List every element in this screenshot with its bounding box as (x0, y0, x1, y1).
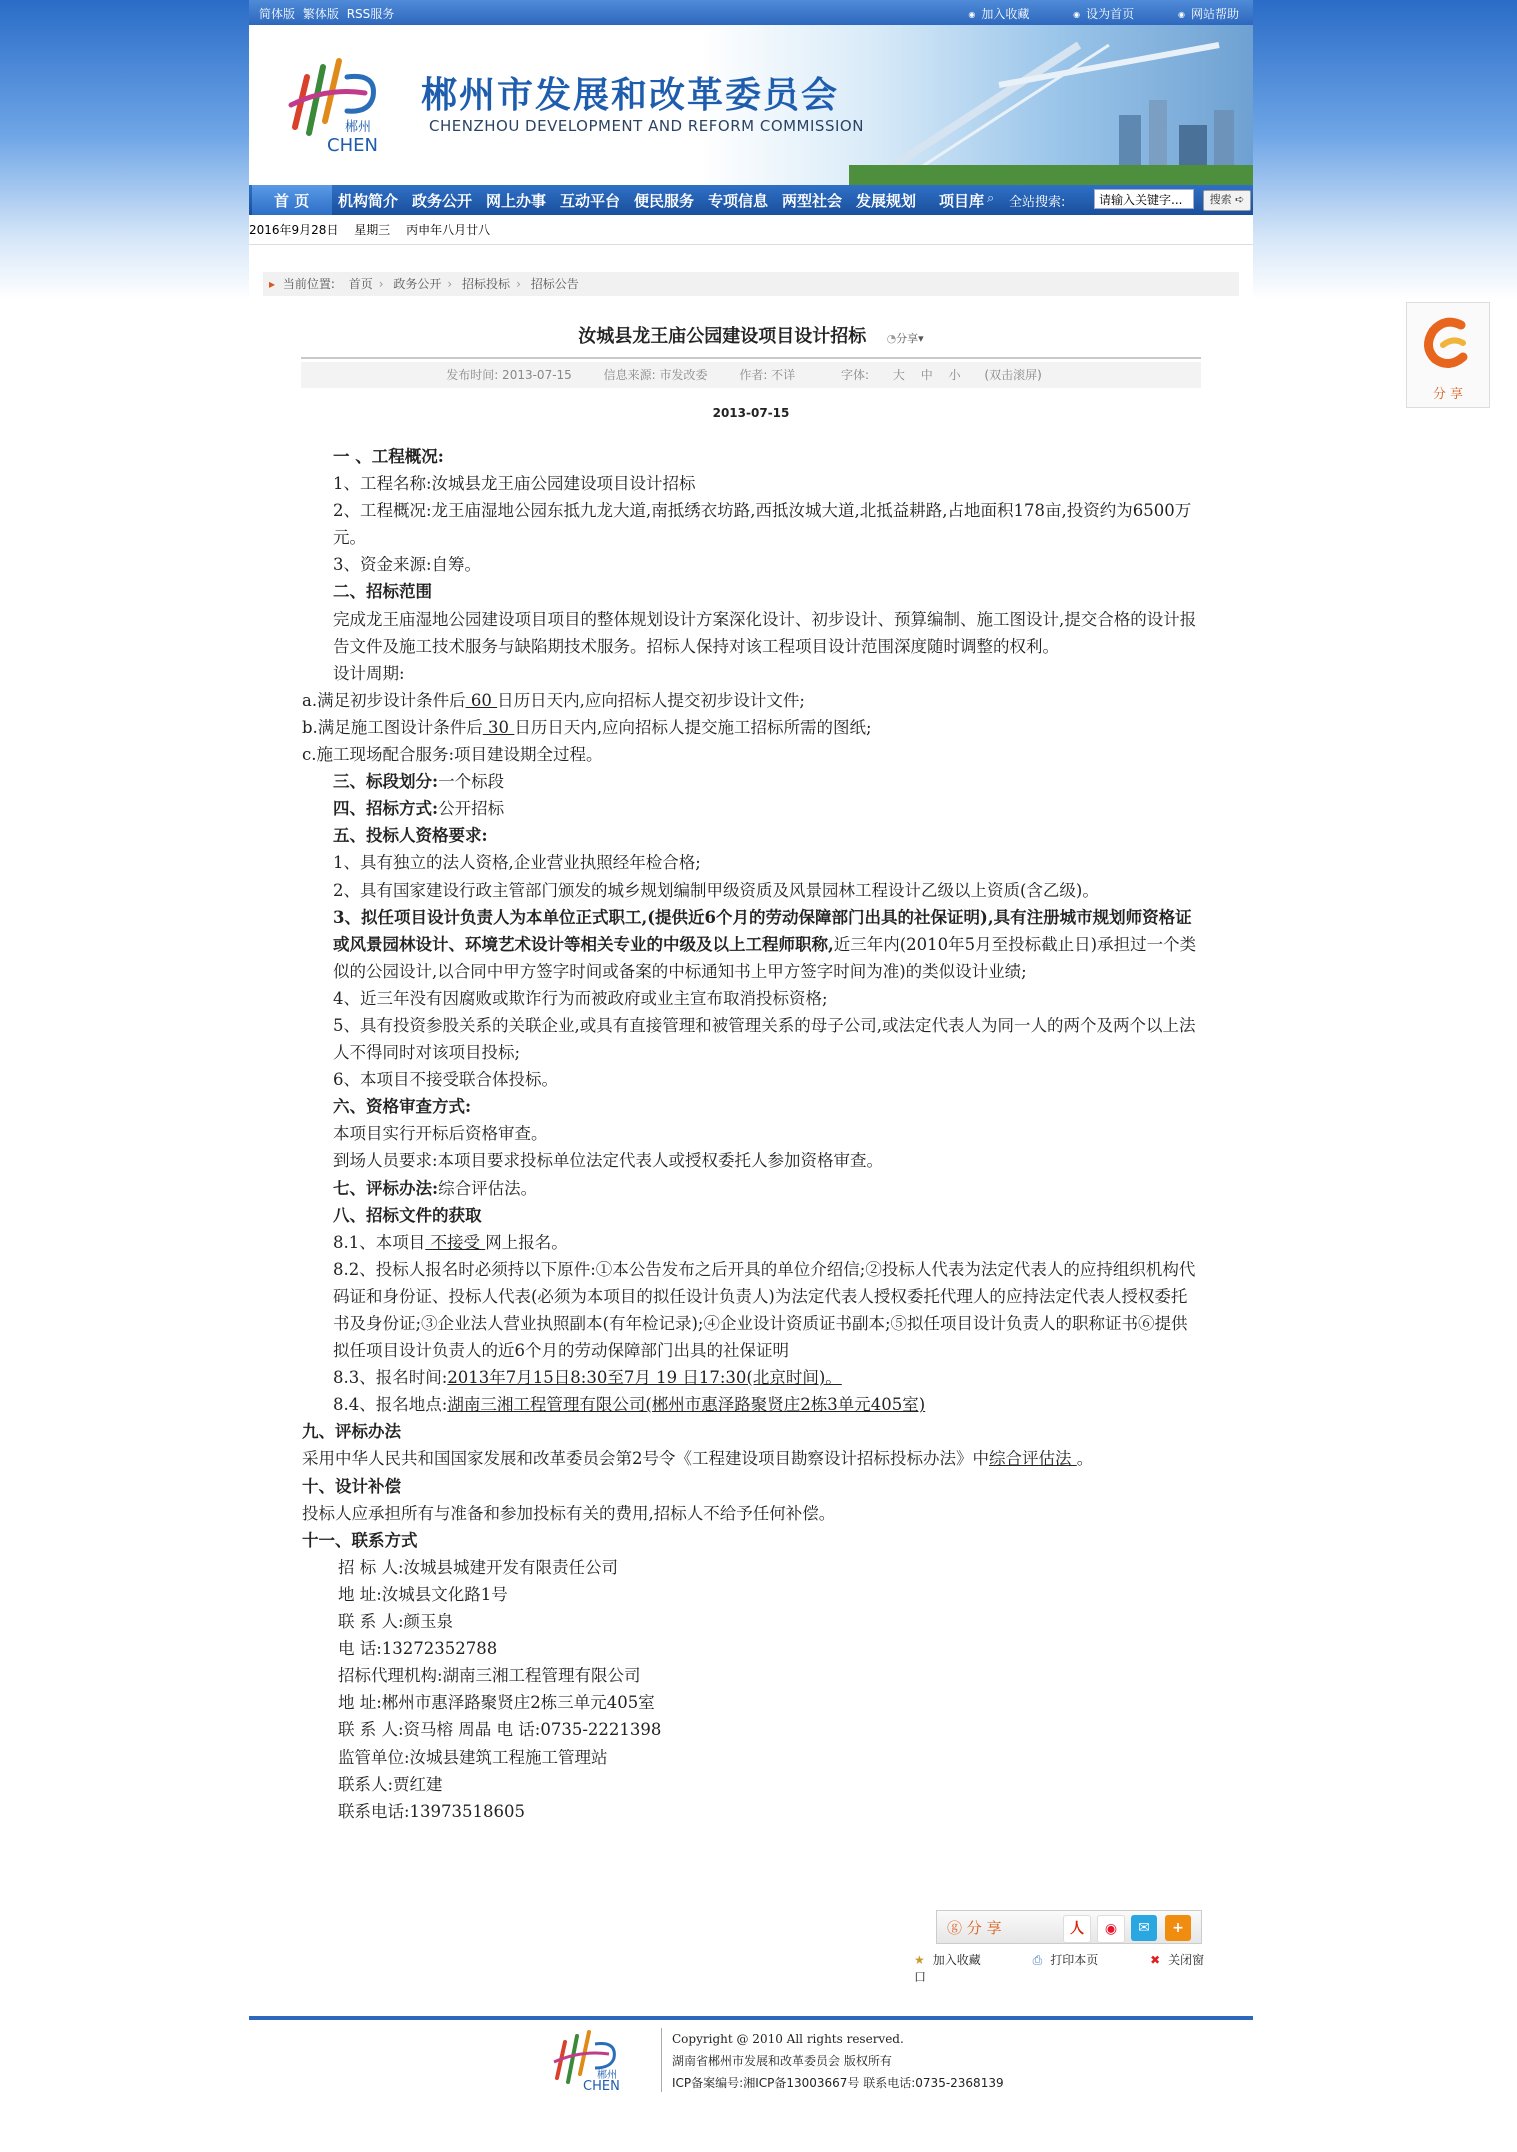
weibo-share-icon[interactable]: ◉ (1097, 1915, 1125, 1943)
paragraph: 采用中华人民共和国国家发展和改革委员会第2号令《工程建设项目勘察设计招标投标办法》中综合评估法 。 (302, 1449, 1094, 1469)
nav-item-project-library[interactable]: 项目库 (939, 192, 985, 210)
paragraph: 到场人员要求:本项目要求投标单位法定代表人或授权委托人参加资格审查。 (333, 1151, 884, 1171)
section-heading: 九、评标办法 (302, 1422, 401, 1442)
meta-publish-time: 发布时间: 2013-07-15 (446, 368, 572, 382)
footer-info (672, 2028, 1004, 2094)
footer-separator (661, 2028, 662, 2092)
contact-line: 地 址:汝城县文化路1号 (338, 1584, 508, 1604)
paragraph: 3、拟任项目设计负责人为本单位正式职工,(提供近6个月的劳动保障部门出具的社保证明),具有注册城市规划师资格证或风景园林设计、环境艺术设计等相关专业的中级及以上工程师职称,近三年内(2010年5月至投标截止日)承担过一个类似的公园设计,以合同中甲方签字时间或备案的中标通知书上甲方签字时间为准)的类似设计业绩; (333, 907, 1197, 981)
paragraph: 3、资金来源:自筹。 (333, 555, 482, 575)
paragraph: 8.2、投标人报名时必须持以下原件:①本公告发布之后开具的单位介绍信;②投标人代表为法定代表人的应持组织机构代码证和身份证、投标人代表(必须为本项目的拟任设计负责人)为法定代表人授权委托代理人的应持法定代表人授权委托书及身份证;③企业法人营业执照副本(有年检记录);④企业设计资质证书副本;⑤拟任项目设计负责人的职称证书⑥提供拟任项目设计负责人的近6个月的劳动保障部门出具的社保证明 (333, 1259, 1196, 1361)
svg-text:郴州: 郴州 (345, 120, 372, 135)
paragraph: c.施工现场配合服务:项目建设期全过程。 (302, 745, 603, 765)
breadcrumb-separator-icon: › (516, 277, 521, 291)
star-icon: ★ (914, 1953, 925, 1967)
section-heading: 十、设计补偿 (302, 1476, 401, 1496)
article-title-row (249, 322, 1253, 348)
paragraph: 三、标段划分:一个标段 (333, 772, 505, 792)
article-meta (301, 362, 1201, 388)
site-logo[interactable] (287, 47, 397, 157)
close-icon: ✖ (1150, 1953, 1161, 1967)
paragraph: 本项目实行开标后资格审查。 (333, 1124, 548, 1144)
date-weekday: 星期三 (354, 223, 391, 237)
paragraph: 8.1、本项目 不接受 网上报名。 (333, 1232, 568, 1252)
contact-line: 联系人:贾红建 (338, 1774, 443, 1794)
paragraph: 1、具有独立的法人资格,企业营业执照经年检合格; (333, 853, 701, 873)
footer-logo (551, 2028, 641, 2092)
banner-skyline-image (849, 25, 1253, 185)
breadcrumb-label: 当前位置: (282, 277, 335, 291)
contact-line: 监管单位:汝城县建筑工程施工管理站 (338, 1747, 608, 1767)
article-pubdate: 2013-07-15 (712, 406, 790, 420)
paragraph: 七、评标办法:综合评估法。 (333, 1178, 538, 1198)
paragraph: 4、近三年没有因腐败或欺诈行为而被政府或业主宣布取消投标资格; (333, 988, 828, 1008)
section-heading: 二、招标范围 (333, 582, 432, 602)
nav-item-online-services[interactable]: 网上办事 (486, 192, 547, 210)
contact-line: 地 址:郴州市惠泽路聚贤庄2栋三单元405室 (338, 1693, 655, 1713)
footer-divider (249, 2016, 1253, 2020)
utility-links (928, 5, 1239, 22)
share-icon (1423, 313, 1473, 373)
paragraph: b.满足施工图设计条件后 30 日历日天内,应向招标人提交施工招标所需的图纸; (302, 717, 872, 737)
add-favorite-button[interactable]: ★ 加入收藏 (914, 1953, 981, 1967)
nav-item-about[interactable]: 机构简介 (338, 192, 399, 210)
page-container (249, 0, 1253, 2152)
breadcrumb-bidding[interactable]: 招标投标 (462, 277, 511, 291)
floating-share-widget[interactable] (1406, 302, 1490, 408)
header-banner (249, 25, 1253, 185)
contact-line: 联 系 人:资马榕 周晶 电 话:0735-2221398 (338, 1720, 662, 1740)
contact-line: 联 系 人:颜玉泉 (338, 1612, 454, 1632)
link-rss[interactable]: RSS服务 (346, 7, 395, 21)
link-add-favorite[interactable]: ◉ 加入收藏 (968, 7, 1029, 21)
close-window-button[interactable]: ✖ 关闭窗口 (914, 1953, 1205, 1984)
meta-font-size: 字体: 大 中 小 (双击滚屏) (841, 368, 1042, 382)
divider (249, 244, 1253, 245)
paragraph: 6、本项目不接受联合体投标。 (333, 1070, 558, 1090)
chevron-down-icon: ▾ (918, 332, 924, 345)
section-heading: 六、资格审查方式: (333, 1097, 472, 1117)
contact-line: 招 标 人:汝城县城建开发有限责任公司 (338, 1557, 619, 1577)
paragraph: 2、工程概况:龙王庙湿地公园东抵九龙大道,南抵绣衣坊路,西抵汝城大道,北抵益耕路,占地面积178亩,投资约为6500万元。 (333, 501, 1192, 548)
print-page-button[interactable]: ⎙ 打印本页 (1032, 1953, 1099, 1967)
main-nav (249, 185, 1253, 215)
breadcrumb-government-affairs[interactable]: 政务公开 (393, 277, 442, 291)
link-help[interactable]: ◉ 网站帮助 (1178, 7, 1239, 21)
svg-text:CHEN: CHEN (327, 135, 378, 156)
language-links (259, 5, 398, 22)
current-date (249, 221, 502, 238)
nav-item-home[interactable]: 首 页 (274, 192, 310, 210)
svg-text:郴州: 郴州 (597, 2070, 617, 2081)
printer-icon: ⎙ (1032, 1953, 1043, 1967)
font-large-link[interactable]: 大 (892, 368, 905, 382)
nav-item-public-services[interactable]: 便民服务 (634, 192, 695, 210)
date-lunar: 丙申年八月廿八 (406, 223, 491, 237)
breadcrumb-home[interactable]: 首页 (348, 277, 373, 291)
font-medium-link[interactable]: 中 (920, 368, 933, 382)
contact-line: 电 话:13272352788 (338, 1639, 498, 1659)
paragraph: 设计周期: (333, 663, 405, 683)
meta-author: 作者: 不详 (739, 368, 796, 382)
section-heading: 五、投标人资格要求: (333, 826, 488, 846)
link-traditional[interactable]: 繁体版 (302, 7, 339, 21)
search-input[interactable] (1094, 189, 1194, 209)
breadcrumb (263, 272, 1239, 296)
contact-line: 联系电话:13973518605 (338, 1801, 526, 1821)
floating-share-label: 分 享 (1432, 387, 1464, 402)
paragraph: 8.4、报名地点:湖南三湘工程管理有限公司(郴州市惠泽路聚贤庄2栋3单元405室) (333, 1395, 926, 1415)
scroll-toggle[interactable]: (双击滚屏) (984, 368, 1042, 382)
nav-item-government-affairs[interactable]: 政务公开 (412, 192, 473, 210)
font-small-link[interactable]: 小 (948, 368, 961, 382)
paragraph: 投标人应承担所有与准备和参加投标有关的费用,招标人不给予任何补偿。 (302, 1503, 836, 1523)
nav-item-two-oriented[interactable]: 两型社会 (782, 192, 843, 210)
share-bar-button[interactable]: ⓖ 分 享 (947, 1919, 1002, 1937)
breadcrumb-separator-icon: › (447, 277, 453, 291)
breadcrumb-separator-icon: › (378, 277, 384, 291)
search-icon: ⌕ (987, 191, 995, 206)
nav-item-interaction[interactable]: 互动平台 (560, 192, 621, 210)
date-gregorian: 2016年9月28日 (249, 223, 339, 237)
section-heading: 八、招标文件的获取 (333, 1205, 482, 1225)
paragraph: 8.3、报名时间:2013年7月15日8:30至7月 19 日17:30(北京时间)。 (333, 1368, 842, 1388)
article-body (302, 443, 1202, 1825)
paragraph: 2、具有国家建设行政主管部门颁发的城乡规划编制甲级资质及风景园林工程设计乙级以上资质(含乙级)。 (333, 880, 1099, 900)
paragraph: 1、工程名称:汝城县龙王庙公园建设项目设计招标 (333, 474, 696, 494)
paragraph: 四、招标方式:公开招标 (333, 799, 505, 819)
more-share-button[interactable]: + (1165, 1915, 1191, 1941)
search-label: 全站搜索: (1009, 195, 1066, 210)
site-title: 郴州市发展和改革委员会 (421, 75, 840, 116)
footer-icp: ICP备案编号:湘ICP备13003667号 联系电话:0735-2368139 (672, 2076, 1004, 2090)
breadcrumb-arrow-icon: ▸ (269, 277, 276, 291)
footer-owner: 湖南省郴州市发展和改革委员会 版权所有 (672, 2054, 892, 2068)
site-subtitle: CHENZHOU DEVELOPMENT AND REFORM COMMISSION (429, 117, 864, 135)
contact-line: 招标代理机构:湖南三湘工程管理有限公司 (338, 1666, 641, 1686)
article-title: 汝城县龙王庙公园建设项目设计招标 (578, 326, 867, 347)
nav-item-special-info[interactable]: 专项信息 (708, 192, 769, 210)
breadcrumb-bid-announcement[interactable]: 招标公告 (530, 277, 579, 291)
link-set-homepage[interactable]: ◉ 设为首页 (1073, 7, 1134, 21)
page-actions (914, 1951, 1253, 1985)
share-icon: ⓖ (947, 1919, 963, 1937)
nav-item-development-planning[interactable]: 发展规划 (856, 192, 917, 210)
paragraph: 完成龙王庙湿地公园建设项目项目的整体规划设计方案深化设计、初步设计、预算编制、施工图设计,提交合格的设计报告文件及施工技术服务与缺陷期技术服务。招标人保持对该工程项目设计范围深度随时调整的权利。 (333, 609, 1197, 656)
footer-copyright: Copyright @ 2010 All rights reserved. (672, 2032, 904, 2046)
paragraph: a.满足初步设计条件后 60 日历日天内,应向招标人提交初步设计文件; (302, 690, 805, 710)
article-share-button[interactable]: ◔分享▾ (886, 332, 924, 345)
meta-divider (301, 357, 1201, 359)
svg-text:CHEN: CHEN (583, 2079, 620, 2092)
search-button[interactable]: 搜索 ➪ (1203, 190, 1251, 211)
share-bar (936, 1910, 1202, 1944)
meta-source: 信息来源: 市发改委 (603, 368, 708, 382)
section-heading: 一 、工程概况: (333, 447, 444, 466)
link-simplified[interactable]: 简体版 (259, 7, 296, 21)
tencent-weibo-share-icon[interactable]: ✉ (1131, 1915, 1157, 1941)
paragraph: 5、具有投资参股关系的关联企业,或具有直接管理和被管理关系的母子公司,或法定代表人为同一人的两个及两个以上法人不得同时对该项目投标; (333, 1015, 1196, 1063)
share-icon: ◔ (886, 332, 897, 345)
renren-share-icon[interactable]: 人 (1063, 1915, 1091, 1943)
section-heading: 十一、联系方式 (302, 1530, 418, 1550)
top-bar (249, 0, 1253, 25)
